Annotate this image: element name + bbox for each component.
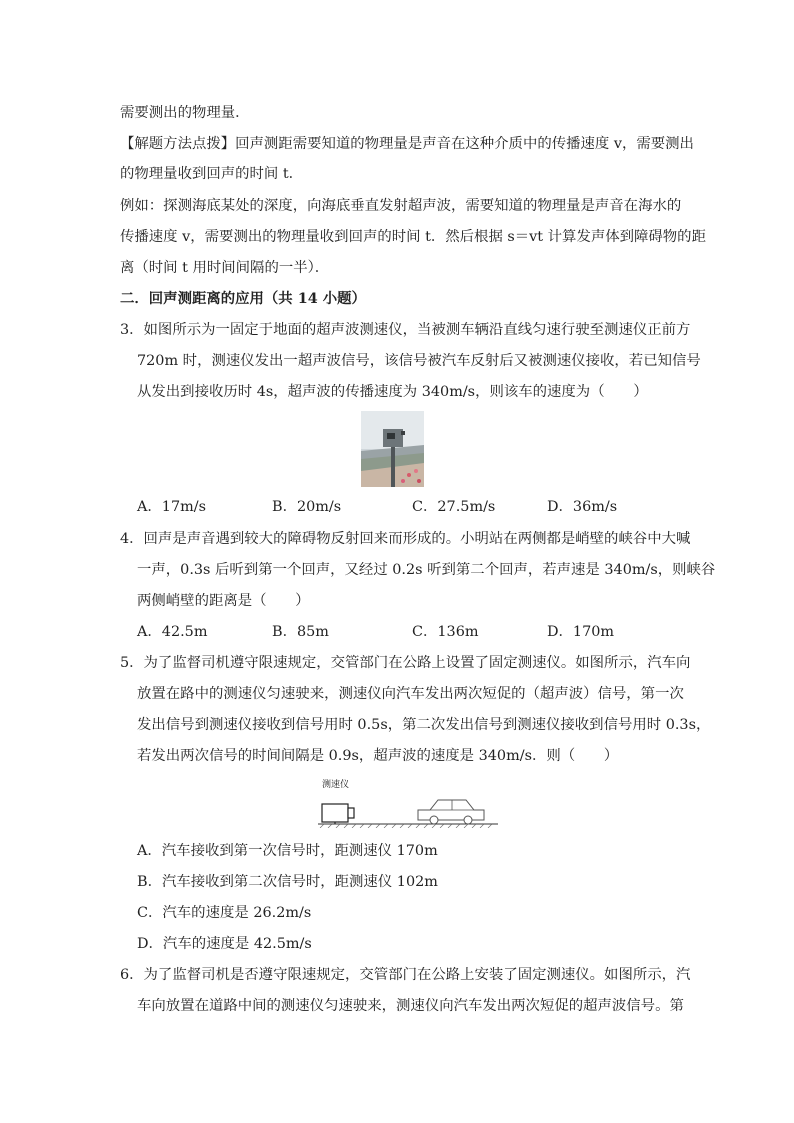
q3-option-c: C．27.5m/s	[412, 499, 496, 515]
q4-option-d: D．170m	[547, 624, 615, 640]
detector-label: 测速仪	[322, 780, 350, 790]
q4-text: 4．回声是声音遇到较大的障碍物反射回来而形成的。小明站在两侧都是峭壁的峡谷中大喊	[120, 531, 691, 547]
q3-text: 从发出到接收历时 4s，超声波的传播速度为 340m/s，则该车的速度为（ ）	[137, 384, 648, 400]
q5-option-d: D．汽车的速度是 42.5m/s	[137, 936, 312, 952]
q4-text: 两侧峭壁的距离是（ ）	[137, 593, 310, 609]
q6-text: 车向放置在道路中间的测速仪匀速驶来，测速仪向汽车发出两次短促的超声波信号。第	[137, 998, 684, 1014]
q5-option-b: B．汽车接收到第二次信号时，距测速仪 102m	[137, 874, 438, 890]
q3-text: 3．如图所示为一固定于地面的超声波测速仪，当被测车辆沿直线匀速行驶至测速仪正前方	[120, 322, 691, 338]
q5-text: 5．为了监督司机遵守限速规定，交管部门在公路上设置了固定测速仪。如图所示，汽车向	[120, 655, 691, 671]
q5-text: 若发出两次信号的时间间隔是 0.9s，超声波的速度是 340m/s．则（ ）	[137, 748, 619, 764]
intro-line: 传播速度 v，需要测出的物理量收到回声的时间 t．然后根据 s＝vt 计算发声体到障碍物的距	[120, 229, 706, 245]
q3-option-b: B．20m/s	[272, 499, 342, 515]
q3-option-a: A．17m/s	[137, 499, 206, 515]
intro-line: 例如：探测海底某处的深度，向海底垂直发射超声波，需要知道的物理量是声音在海水的	[120, 198, 682, 214]
q5-text: 放置在路中的测速仪匀速驶来，测速仪向汽车发出两次短促的（超声波）信号，第一次	[137, 686, 684, 702]
intro-line: 【解题方法点拨】回声测距需要知道的物理量是声音在这种介质中的传播速度 v，需要测出	[120, 136, 694, 152]
q3-option-d: D．36m/s	[547, 499, 618, 515]
q5-option-c: C．汽车的速度是 26.2m/s	[137, 905, 312, 921]
q6-text: 6．为了监督司机是否遵守限速规定，交管部门在公路上安装了固定测速仪。如图所示，汽	[120, 967, 691, 983]
diagram-drawing	[318, 790, 498, 828]
q4-text: 一声，0.3s 后听到第一个回声，又经过 0.2s 听到第二个回声，若声速是 340m/s，则峡谷	[137, 562, 716, 578]
section-heading: 二．回声测距离的应用（共 14 小题）	[120, 290, 366, 307]
q4-option-b: B．85m	[272, 624, 329, 640]
q5-text: 发出信号到测速仪接收到信号用时 0.5s，第二次发出信号到测速仪接收到信号用时 0.3s，	[137, 717, 711, 733]
q3-text: 720m 时，测速仪发出一超声波信号，该信号被汽车反射后又被测速仪接收，若已知信号	[137, 353, 701, 369]
q5-option-a: A．汽车接收到第一次信号时，距测速仪 170m	[137, 843, 438, 859]
speed-detector-diagram	[318, 780, 498, 830]
intro-line: 离（时间 t 用时间间隔的一半）．	[120, 260, 330, 276]
speed-camera-photo	[361, 411, 424, 487]
q4-option-c: C．136m	[412, 624, 479, 640]
intro-line: 需要测出的物理量．	[120, 105, 250, 121]
q4-option-a: A．42.5m	[137, 624, 208, 640]
intro-line: 的物理量收到回声的时间 t．	[120, 166, 304, 182]
